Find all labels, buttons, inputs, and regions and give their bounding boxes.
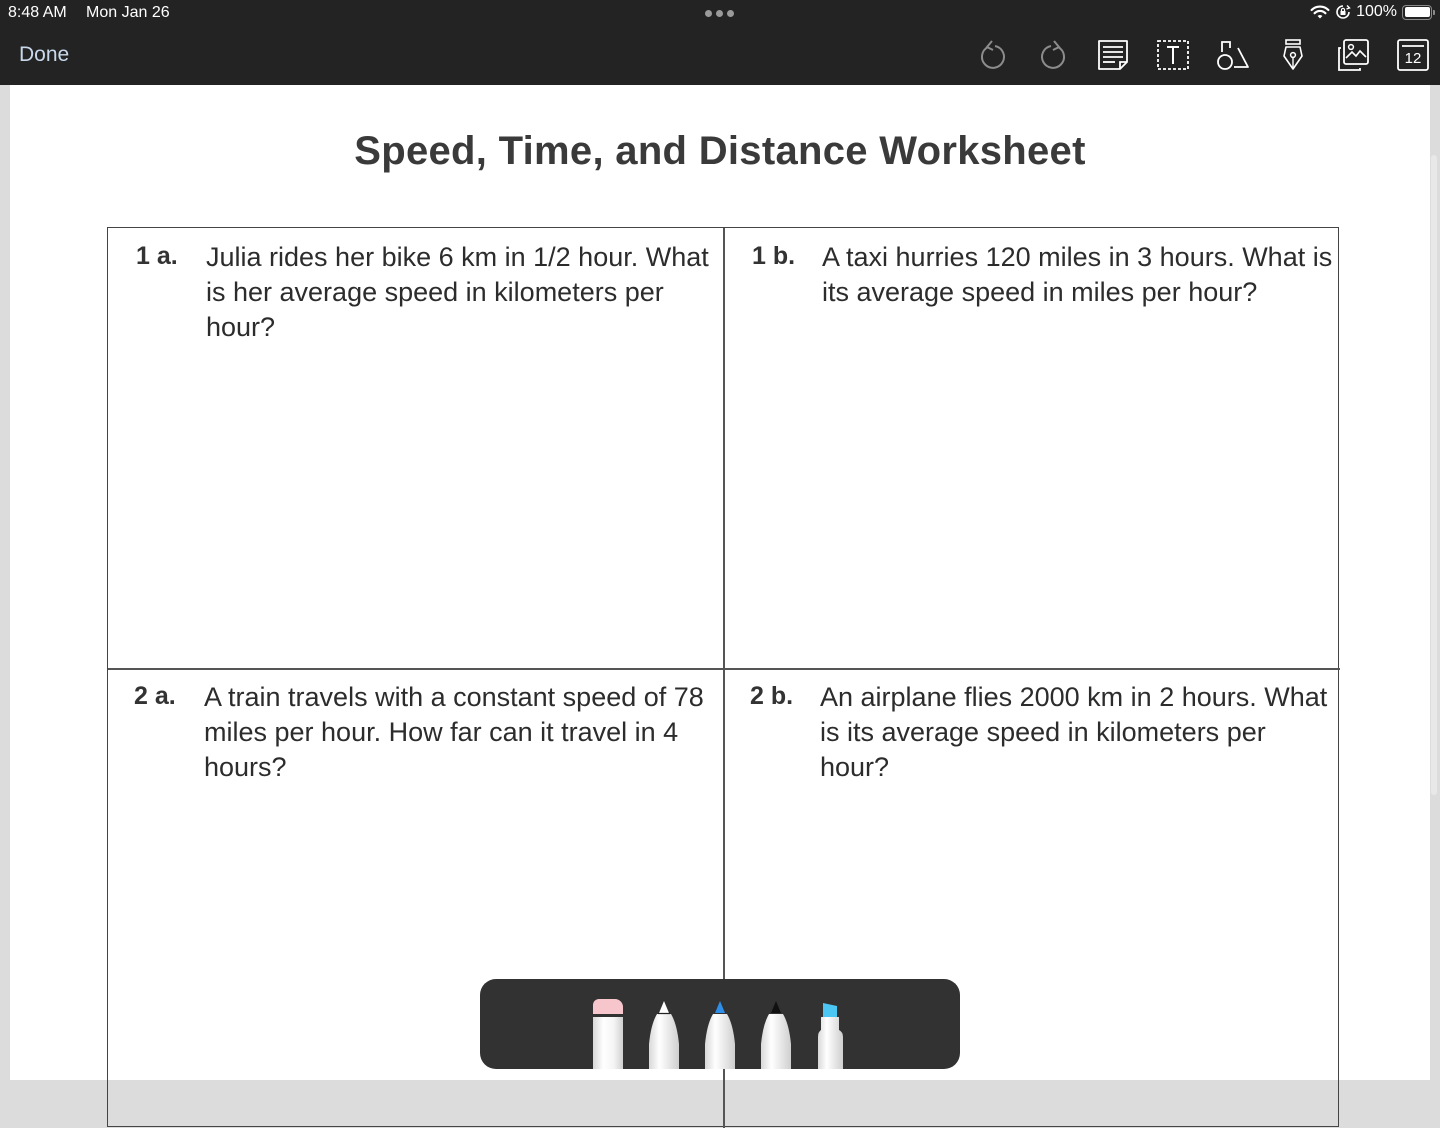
scrollbar[interactable]: [1431, 155, 1437, 795]
pen-markup-button[interactable]: [1276, 38, 1310, 72]
orientation-lock-icon: [1335, 4, 1351, 20]
markup-toolbar: [0, 27, 1440, 85]
worksheet-page[interactable]: [10, 85, 1430, 1080]
multitasking-dots-icon[interactable]: [705, 10, 734, 17]
shapes-button[interactable]: [1216, 38, 1250, 72]
battery-percent: 100%: [1356, 3, 1397, 20]
wifi-icon: [1310, 4, 1330, 20]
page-count-label: 12: [1404, 50, 1422, 67]
redo-icon: [1036, 38, 1070, 72]
pen-tool-tray: [480, 979, 960, 1069]
pen-black-tool[interactable]: [761, 999, 791, 1069]
done-button[interactable]: Done: [19, 43, 70, 66]
redo-button[interactable]: [1036, 38, 1070, 72]
problem-text: A train travels with a constant speed of 78 miles per hour. How far can it travel in 4 hours?: [204, 682, 704, 782]
row-divider: [108, 668, 1340, 670]
image-button[interactable]: [1336, 38, 1370, 72]
problem-text: An airplane flies 2000 km in 2 hours. What is its average speed in kilometers per hour?: [820, 682, 1328, 782]
text-box-icon: [1156, 38, 1190, 72]
eraser-tool[interactable]: [593, 999, 623, 1069]
image-icon: [1336, 38, 1370, 72]
problem-number: 2 b.: [750, 682, 794, 710]
highlighter-tool[interactable]: [816, 999, 846, 1069]
status-date: Mon Jan 26: [86, 4, 170, 21]
battery-icon: [1402, 5, 1432, 20]
pen-blue-icon: [705, 999, 735, 1069]
text-box-button[interactable]: [1156, 38, 1190, 72]
problem-number: 1 a.: [136, 242, 178, 270]
undo-icon: [976, 38, 1010, 72]
problem-text: A taxi hurries 120 miles in 3 hours. What is its average speed in miles per hour?: [822, 242, 1333, 307]
shapes-icon: [1216, 38, 1250, 72]
form-text-button[interactable]: [1096, 38, 1130, 72]
problem-number: 2 a.: [134, 682, 176, 710]
undo-button[interactable]: [976, 38, 1010, 72]
status-bar: [0, 0, 1440, 27]
worksheet-title: Speed, Time, and Distance Worksheet: [354, 129, 1086, 173]
pen-white-tool[interactable]: [649, 999, 679, 1069]
pen-black-icon: [761, 999, 791, 1069]
document-viewport[interactable]: [0, 85, 1440, 1080]
page-count-button[interactable]: [1396, 38, 1430, 72]
problem-text: Julia rides her bike 6 km in 1/2 hour. What is her average speed in kilometers per hour?: [206, 242, 709, 342]
pen-blue-tool[interactable]: [705, 999, 735, 1069]
status-time: 8:48 AM: [8, 4, 67, 21]
eraser-icon: [593, 999, 623, 1014]
pen-white-icon: [649, 999, 679, 1069]
form-text-icon: [1096, 38, 1130, 72]
pen-markup-icon: [1276, 38, 1310, 72]
highlighter-cyan-icon: [816, 999, 846, 1069]
problem-number: 1 b.: [752, 242, 796, 270]
